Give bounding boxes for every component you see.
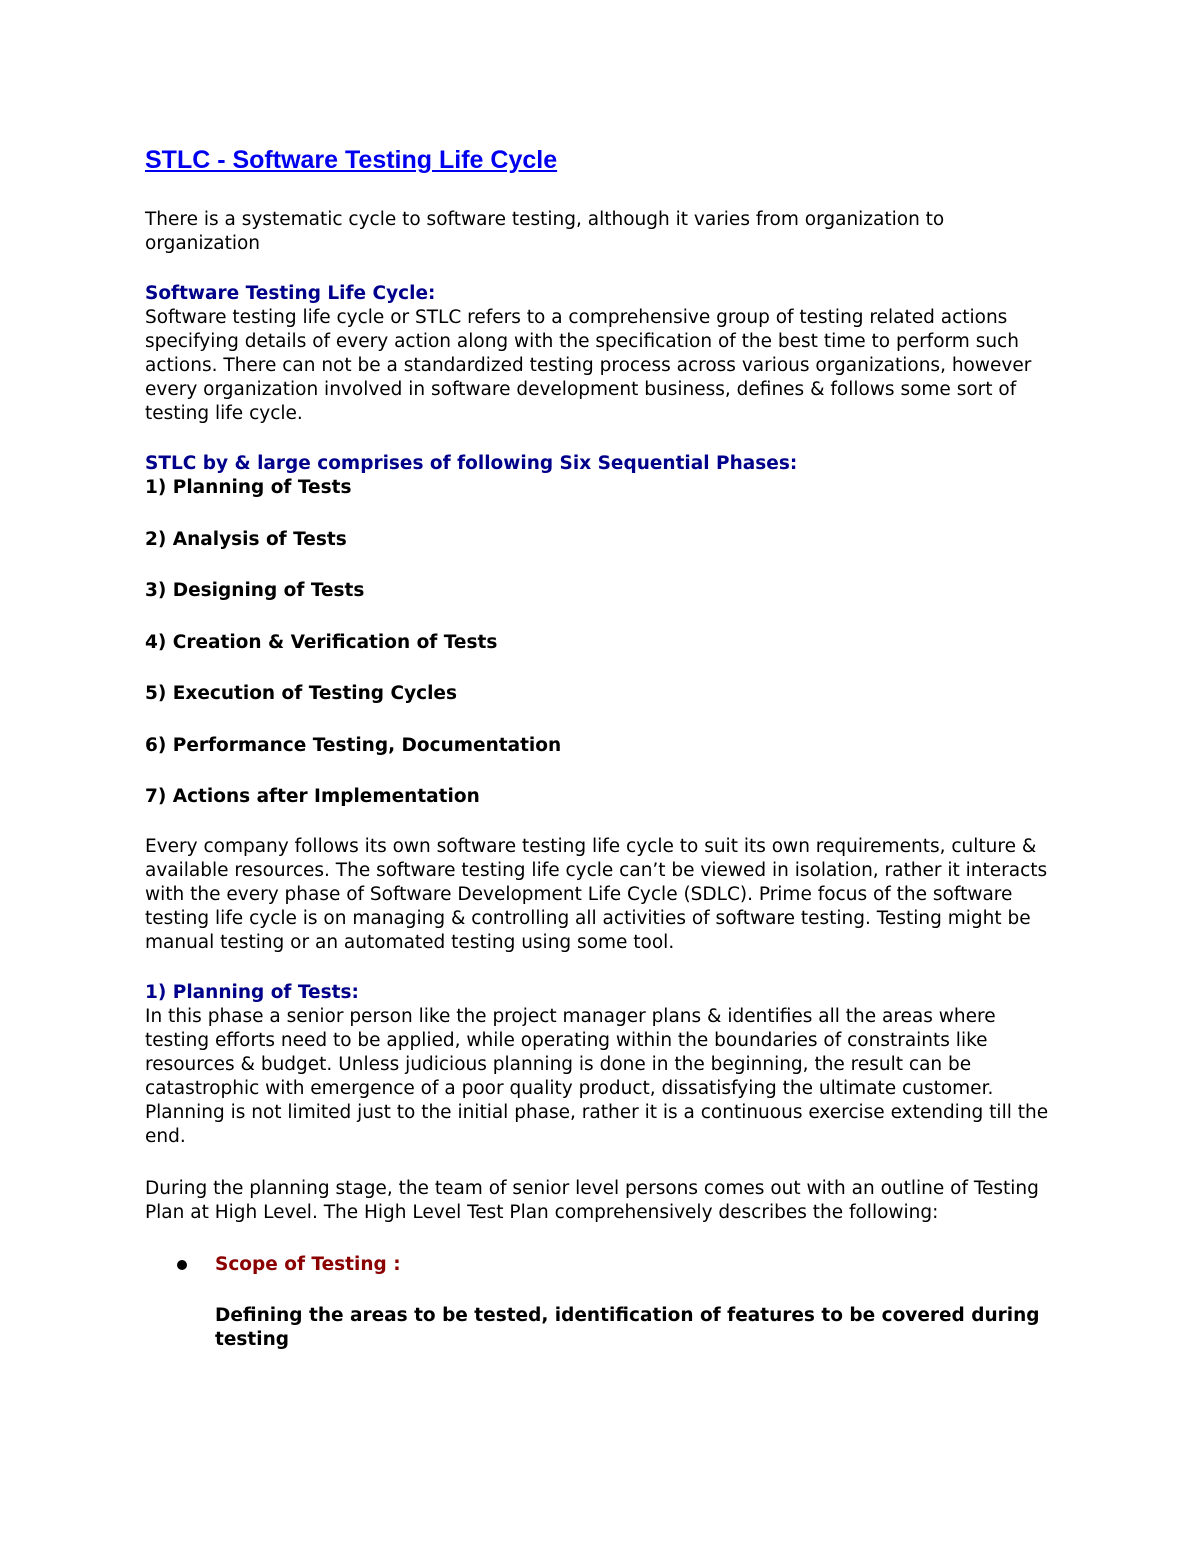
section-body: Software testing life cycle or STLC refers to a comprehensive group of testing related actions specifying details of every action along with the specification of the best time to perform such actions. There can not be a standardized testing process across various organizations, however every organization involved in software development business, defines & follows some sort of testing life cycle. [145,307,1032,424]
bullet-label: Scope of Testing : [215,1254,401,1275]
bullet-body: Defining the areas to be tested, identification of features to be covered during testing [215,1305,1040,1350]
phases-section [145,452,1065,809]
phases-heading: STLC by & large comprises of following Six Sequential Phases: [145,453,798,474]
scope-bullet [145,1253,1065,1352]
phase-item: 3) Designing of Tests [145,580,365,601]
section-stlc-definition [145,282,1065,426]
phase-item: 2) Analysis of Tests [145,528,347,550]
phase-item: 6) Performance Testing, Documentation [145,734,562,756]
phase-item: 4) Creation & Verification of Tests [145,631,498,653]
phase-item: 5) Execution of Testing Cycles [145,683,457,704]
document-title-link[interactable]: STLC - Software Testing Life Cycle [145,146,558,174]
planning-heading: 1) Planning of Tests: [145,982,359,1003]
intro-paragraph: There is a systematic cycle to software testing, although it varies from organization to organization [145,209,945,254]
phase-item: 1) Planning of Tests [145,477,352,498]
planning-body: In this phase a senior person like the project manager plans & identifies all the areas where testing efforts need to be applied, while operating within the boundaries of constraints like resources & budget. Unless judicious planning is done in the beginning, the result can be catastrophic with emergence of a poor quality product, dissatisfying the ultimate customer. Planning is not limited just to the initial phase, rather it is a continuous exercise extending till the end. [145,1006,1049,1147]
phase-item: 7) Actions after Implementation [145,786,480,807]
document-page [145,145,1065,1352]
section-heading: Software Testing Life Cycle: [145,283,436,304]
every-company-paragraph: Every company follows its own software testing life cycle to suit its own requirements, culture & available resources. The software testing life cycle can’t be viewed in isolation, rather it interacts with the every phase of Software Development Life Cycle (SDLC). Prime focus of the software testing life cycle is on managing & controlling all activities of software testing. Testing might be manual testing or an automated testing using some tool. [145,836,1048,953]
bullet-dot-icon [177,1260,187,1270]
planning-section [145,981,1065,1149]
planning-stage-paragraph: During the planning stage, the team of senior level persons comes out with an outline of Testing Plan at High Level. The High Level Test Plan comprehensively describes the following: [145,1178,1039,1223]
